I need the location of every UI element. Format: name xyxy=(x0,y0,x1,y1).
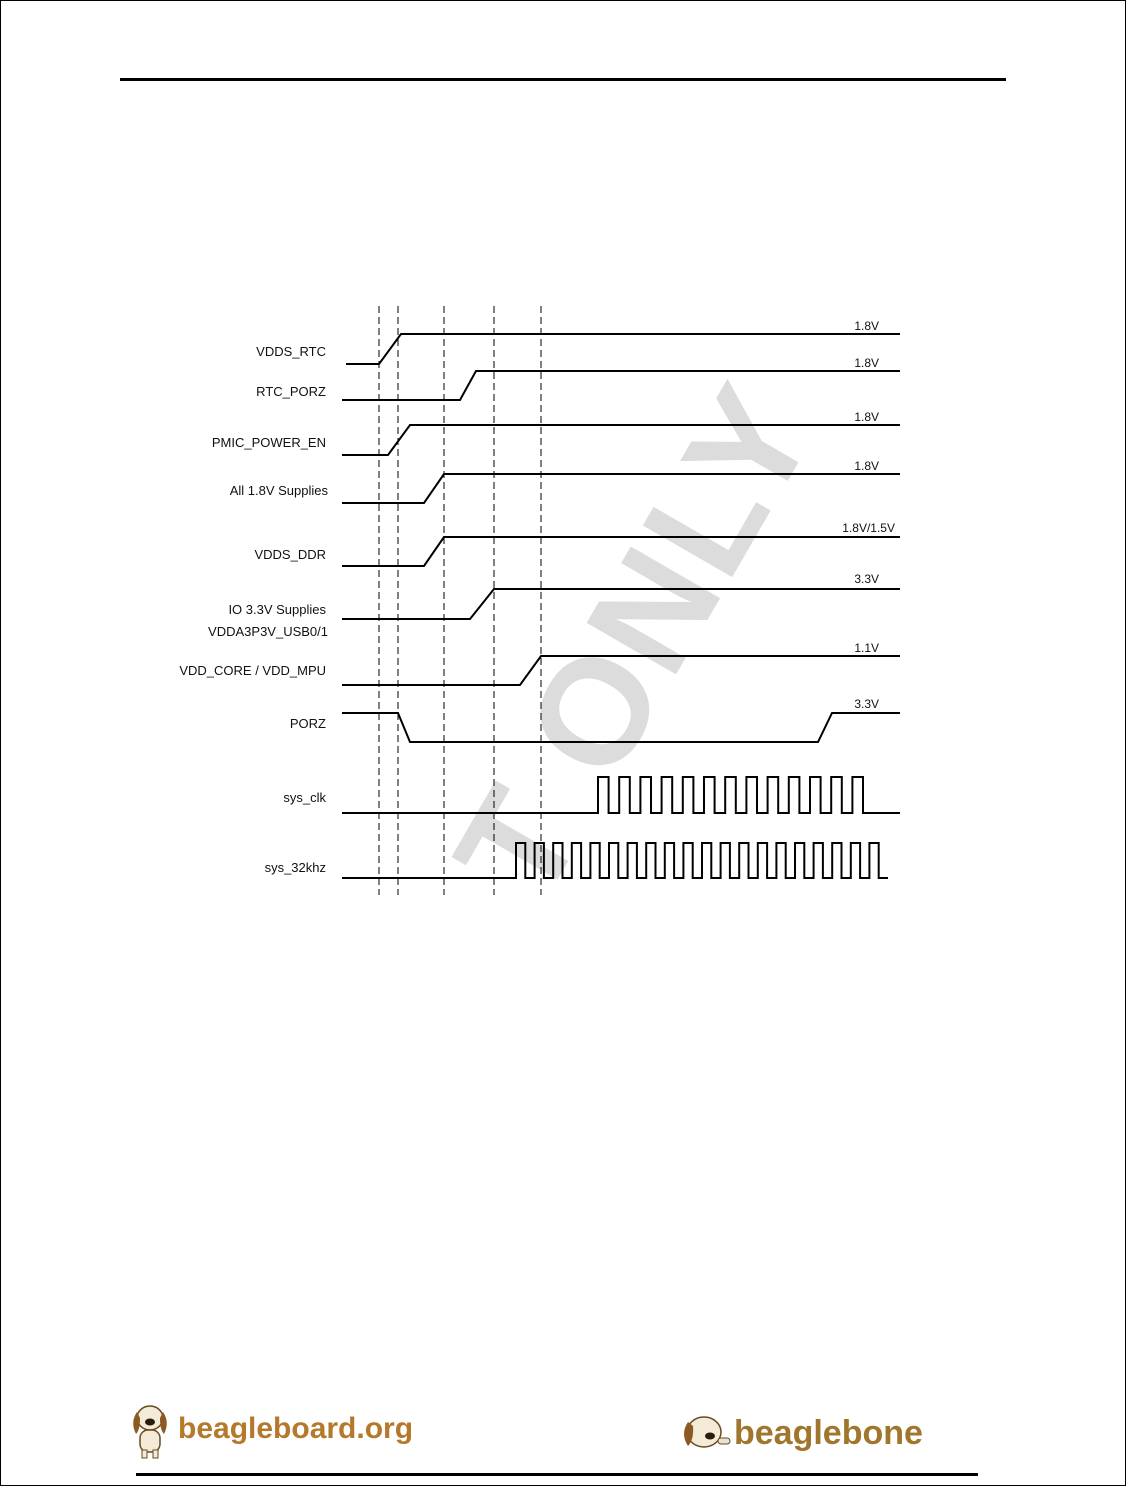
signal-label: PMIC_POWER_EN xyxy=(211,435,326,450)
level-label: 1.8V/1.5V xyxy=(842,521,895,535)
level-label: 1.8V xyxy=(854,410,879,424)
beaglebone-logo-text: beaglebone xyxy=(734,1414,923,1452)
beagle-head-icon xyxy=(680,1408,732,1458)
signal-label: IO 3.3V Supplies xyxy=(228,602,326,617)
wave-rtc-porz xyxy=(342,371,900,400)
signal-label: VDDS_RTC xyxy=(256,344,326,359)
watermark: T ONLY xyxy=(422,356,848,927)
wave-sys-32khz xyxy=(342,843,888,878)
level-label: 1.1V xyxy=(854,641,879,655)
signal-label: PORZ xyxy=(289,716,326,731)
beagleboard-logo-text: beagleboard.org xyxy=(178,1412,414,1445)
level-label: 3.3V xyxy=(854,697,879,711)
signal-label: VDD_CORE / VDD_MPU xyxy=(179,663,326,678)
level-label: 1.8V xyxy=(854,319,879,333)
beagle-dog-icon xyxy=(128,1400,174,1460)
signal-label: RTC_PORZ xyxy=(256,384,326,399)
level-label: 3.3V xyxy=(854,572,879,586)
level-label: 1.8V xyxy=(854,356,879,370)
beaglebone-logo xyxy=(680,1408,950,1468)
wave-vdds-rtc xyxy=(346,334,900,364)
signal-label: VDDA3P3V_USB0/1 xyxy=(208,624,328,639)
signal-label: All 1.8V Supplies xyxy=(229,483,328,498)
signal-labels xyxy=(179,344,328,875)
beagleboard-logo xyxy=(128,1400,428,1460)
footer-rule xyxy=(136,1473,978,1476)
signal-label: sys_32khz xyxy=(264,860,326,875)
signal-label: VDDS_DDR xyxy=(254,547,326,562)
level-labels xyxy=(842,319,895,711)
level-label: 1.8V xyxy=(854,459,879,473)
signal-label: sys_clk xyxy=(283,790,326,805)
